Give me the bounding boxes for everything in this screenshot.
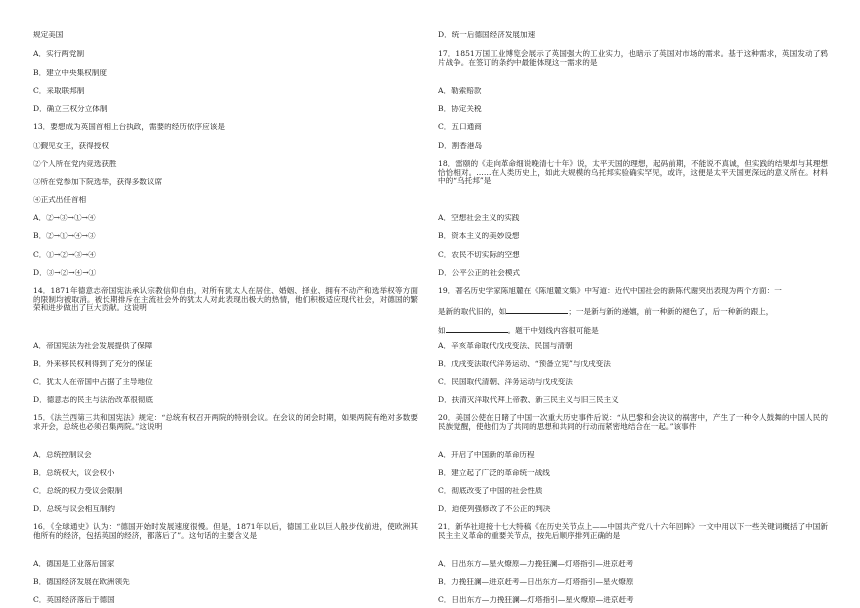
left-line-6: ①觐见女王，获得授权: [33, 142, 109, 150]
left-line-27: C．英国经济落后于德国: [33, 596, 115, 604]
left-line-2: B．建立中央集权制度: [33, 69, 107, 77]
right-line-7: A．空想社会主义的实践: [438, 214, 520, 222]
left-line-10: A．②→③→①→④: [33, 214, 96, 222]
right-line-22: 21．新华社迎接十七大特稿《在历史关节点上——中国共产党八十六年回眸》一文中用以下一些关键词概括了中国新民主主义革命的重要关节点，按先后顺序排列正确的是: [438, 522, 828, 540]
q19-blank-1: [506, 305, 568, 314]
left-line-4: D．确立三权分立体制: [33, 105, 108, 113]
left-line-26: B．德国经济发展在欧洲领先: [33, 578, 130, 586]
left-line-24: 16．《全球通史》认为：“德国开始时发展速度很慢。但是，1871年以后，德国工业以巨人般步伐前进，使欧洲其他所有的经济，包括英国的经济，都落后了”。这句话的主要含义是: [33, 522, 418, 540]
left-line-21: B．总统权大，议会权小: [33, 469, 115, 477]
left-line-17: C．犹太人在帝国中占据了主导地位: [33, 378, 153, 386]
right-line-4: C．五口通商: [438, 123, 482, 131]
right-line-5: D．割香港岛: [438, 142, 483, 150]
right-line-25: C．日出东方—力挽狂澜—灯塔指引—星火燎原—进京赶考: [438, 596, 634, 604]
q19-line-1: 19．著名历史学家陈旭麓在《陈旭麓文集》中写道：近代中国社会的新陈代谢突出表现为两个方面：一: [438, 287, 782, 295]
right-line-10: D．公平公正的社会模式: [438, 269, 521, 277]
left-line-11: B．②→①→④→③: [33, 232, 96, 240]
right-line-21: D．迫使列强修改了不公正的判决: [438, 505, 551, 513]
right-line-17: 20．美国公使在日睹了中国一次重大历史事件后说：“从巴黎和会决议的祸害中，产生了一种令人鼓舞的中国人民的民族觉醒，使他们为了共同的思想和共同的行动而紧密地结合在一起。”该事件: [438, 413, 828, 431]
left-line-25: A．德国是工业落后国家: [33, 560, 115, 568]
right-line-20: C．彻底改变了中国的社会性质: [438, 487, 543, 495]
left-line-1: A．实行两党制: [33, 50, 85, 58]
left-line-18: D．德意志的民主与法治改革很彻底: [33, 396, 153, 404]
q19-blank-2: [446, 324, 508, 333]
left-line-19: 15．《法兰西第三共和国宪法》规定：“总统有权召开两院的特别会议。在会议的闭会时期，如果两院有绝对多数要求开会，总统也必须召集两院。”这说明: [33, 413, 418, 431]
right-line-24: B．力挽狂澜—进京赶考—日出东方—灯塔指引—星火燎原: [438, 578, 634, 586]
left-line-8: ③所在党参加下院选举，获得多数议席: [33, 178, 163, 186]
right-line-8: B．资本主义的美妙设想: [438, 232, 520, 240]
left-line-23: D．总统与议会相互制约: [33, 505, 116, 513]
left-line-14: 14．1871年德意志帝国宪法承认宗教信仰自由，对所有犹太人在居住、婚姻、择业、拥有不动产和选举权等方面的限制均被取消。被长期排斥在主流社会外的犹太人对此表现出极大的热情，他们积极适应现代社会，对德国的繁荣和进步做出了巨大贡献。这说明: [33, 286, 418, 313]
q19-line-2: [438, 305, 828, 317]
right-line-23: A．日出东方—星火燎原—力挽狂澜—灯塔指引—进京赶考: [438, 560, 634, 568]
right-line-0: D．统一后德国经济发展加速: [438, 31, 536, 39]
left-line-20: A．总统控制议会: [33, 451, 92, 459]
right-line-13: A．辛亥革命取代戊戌变法、民国与清朝: [438, 342, 573, 350]
right-line-15: C．民国取代清朝、洋务运动与戊戌变法: [438, 378, 573, 386]
left-line-9: ④正式出任首相: [33, 196, 87, 204]
q19-line-3: [438, 324, 828, 336]
left-line-7: ②个人所在党内竞选获胜: [33, 160, 117, 168]
left-line-5: 13．要想成为英国首相上台执政，需要的经历依序应该是: [33, 123, 225, 131]
right-line-18: A．开启了中国新的革命历程: [438, 451, 535, 459]
left-line-13: D．③→②→④→①: [33, 269, 97, 277]
left-line-12: C．①→②→③→④: [33, 251, 96, 259]
left-line-15: A．帝国宪法为社会发展提供了保障: [33, 342, 153, 350]
left-line-22: C．总统的权力受议会限制: [33, 487, 123, 495]
right-line-1: 17．1851万国工业博览会展示了英国强大的工业实力，也暗示了英国对市场的需求。基于这种需求，英国发动了鸦片战争。在签订的条约中最能体现这一需求的是: [438, 49, 828, 67]
right-line-3: B．协定关税: [438, 105, 482, 113]
right-line-14: B．戊戌变法取代洋务运动、“预备立宪”与戊戌变法: [438, 360, 611, 368]
right-line-16: D．扶清灭洋取代拜上帝教、新三民主义与旧三民主义: [438, 396, 619, 404]
q19-text-a: 是新的取代旧的，如: [438, 307, 507, 316]
right-line-19: B．建立起了广泛的革命统一战线: [438, 469, 550, 477]
q19-text-c: 如: [438, 326, 446, 335]
left-line-0: 规定美国: [33, 31, 64, 39]
right-line-2: A．勒索赔款: [438, 87, 482, 95]
left-line-16: B．外来移民权利得到了充分的保证: [33, 360, 153, 368]
left-line-3: C．采取联邦制: [33, 87, 85, 95]
q19-text-b: ；一是新与新的递嬗，前一种新的褪色了，后一种新的跟上，: [568, 307, 774, 316]
q19-text-d: 。题干中划线内容很可能是: [507, 326, 599, 335]
right-line-9: C．农民不切实际的空想: [438, 251, 520, 259]
right-line-6: 18．雷颐的《走向革命细说晚清七十年》说，太平天国的理想，起码前期，不能说不真诚，但实践的结果却与其理想恰恰相对。……在人类历史上，如此大规模的乌托邦实验确实罕见，或许，这便是太平天国更深远的意义所在。材料中的“乌托邦”是: [438, 159, 828, 186]
